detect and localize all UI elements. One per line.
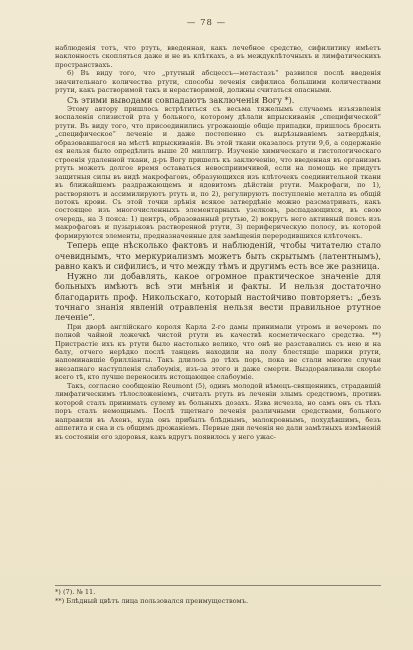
paragraph-6: Нужно ли добавлять, какое огромное практическое значеніе для больныхъ имѣютъ всѣ эти мнѣнія и факты. И нельзя достаточно благодарить проф. Никольскаго, который настойчиво повторяетъ: „безъ точнаго знанія явленій отравленія нельзя вести правильное ртутное леченіе“. (55, 271, 381, 323)
page-number: — 78 — (186, 18, 227, 28)
body-text (55, 44, 381, 580)
paragraph-7: При дворѣ англійскаго короля Карла 2-го дамы принимали утромъ и вечеромъ по полной чайной ложечкѣ чистой ртути въ качествѣ косметическаго средства. **) Пристрастіе ихъ къ ртути было настолько велико, что онѣ не разставались съ нею и на балу, отчего нерѣдко послѣ танцевъ находили на полу блестящіе шарики ртути, напоминавшіе брилліанты. Такъ длилось до тѣхъ поръ, пока не стали многиe случаи внезапнаго наступленія слабоумія, изъ-за этого и даже смерти. Выздоравливали скорѣе всего тѣ, кто лучше переносилъ истощающее слабоуміе. (55, 322, 381, 382)
paragraph-3: Съ этими выводами совпадаютъ заключенія Boгу *). (67, 94, 295, 105)
paragraph-4: Этому автору пришлось встрѣтиться съ весьма тяжелымъ случаемъ изъязвленія воспаленія слизистой рта у больного, которому дѣлали впрыскиванія „специфической“ ртути. Въ виду того, что присоединились угрожающіе общіе припадки, пришлось бросить „специфическое“ леченіе и даже постепенно съ вырѣзываніемъ затвердѣнія, образовавшагося на мѣстѣ впрыскиванія. Въ этой ткани оказалось ртути 9,6, а содержаніе ея нельзя было опредѣлить выше 20 миллигр. Изученіе химическаго и гистологическаго строенія удаленной ткани, д-ръ Boгу пришелъ къ заключенію, что введенная въ организмъ ртуть можетъ долгое время оставаться невосприимчивой, если на помощь не придутъ защитныя силы въ видѣ макрофаговъ, образующихся изъ клѣточекъ соединительной ткани въ ближайшемъ раздражающемъ и ядовитомъ дѣйствіи ртути. Макрофаги, по 1), растворяютъ и ассимилируютъ ртуть и, по 2), регулируютъ поступленіе металла въ общій потокъ крови. Съ этой точки зрѣнія всякое затвердѣніе можно разсматривать, какъ состоящее изъ многочисленныхъ элементарныхъ узелковъ, распадающихся, въ свою очередь, на 3 пояса: 1) центръ, образованный ртутью, 2) вокругъ него активный поясъ изъ макрофаговъ и пузырьковъ растворенной ртути, 3) периферическую полосу, въ которой формируются элементы, предназначенные для замѣщенія переродившихся клѣточекъ. (55, 105, 381, 240)
footnotes (55, 585, 381, 605)
footnote-2: **) Блѣдный цвѣтъ лица пользовался преимуществомъ. (55, 596, 249, 605)
paragraph-5: Теперь еще нѣсколько фактовъ и наблюденій, чтобы читателю стало очевиднымъ, что меркуриализмъ можетъ быть скрытымъ (латентнымъ), равно какъ и сифилисъ, и что между тѣмъ и другимъ есть все же разница. (55, 240, 381, 271)
footnote-1: *) (7). № 11. (55, 588, 96, 596)
paragraph-8: Такъ, согласно сообщенію Reumont (5), одинъ молодой нѣмецъ-священникъ, страдавшій лимфатическимъ тѣлосложеніемъ, считалъ ртуть въ леченіи злымъ средствомъ, противъ которой сталъ принимать сулему въ больныхъ дозахъ. Язва исчезла, но самъ онъ съ тѣхъ поръ сталъ немощнымъ. Послѣ тщетнаго леченія различными средствами, больного направили въ Ахенъ, куда онъ прибылъ блѣднымъ, малокровнымъ, похудѣвшимъ, безъ аппетита и сна и съ общимъ дрожаніемъ. Первые дни леченія не дали замѣтныхъ измѣненій въ состояніи его здоровья, какъ вдругъ появилось у него ужас- (55, 381, 381, 441)
paragraph-2: 6) Въ виду того, что „ртутный абсцессъ—метастазъ“ развился послѣ введенія значительнаго количества ртути, способы леченія сифилиса большими количествами ртути, какъ растворимой такъ и нерастворимой, должны считаться опасными. (55, 69, 381, 95)
paragraph-1: наблюденія тотъ, что ртуть, введенная, какъ лечебное средство, сифилитику имѣетъ наклонность скопляться даже и не въ клѣткахъ, а въ междуклѣточныхъ и лимфатическихъ пространствахъ. (55, 44, 381, 69)
